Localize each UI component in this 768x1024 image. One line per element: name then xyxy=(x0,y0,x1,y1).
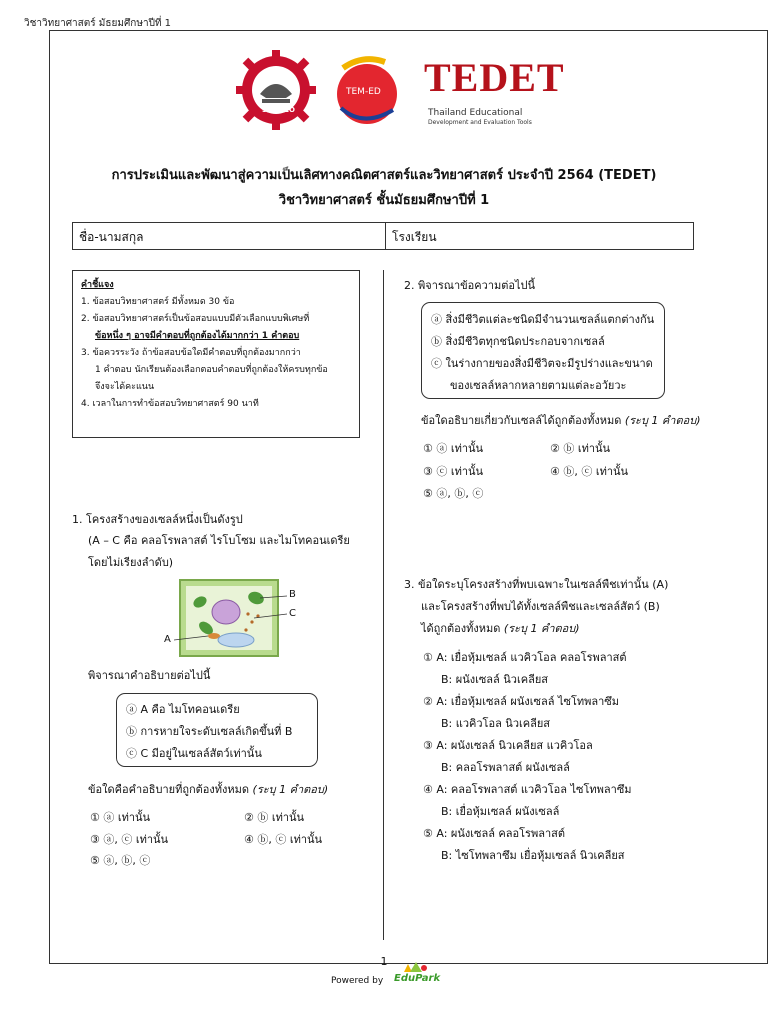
q1-option-1[interactable]: ① ⓐ เท่านั้น xyxy=(90,811,151,824)
q3-option-4-b: B: เยื่อหุ้มเซลล์ ผนังเซลล์ xyxy=(441,805,560,818)
q3-option-2[interactable]: ② A: เยื่อหุ้มเซลล์ ผนังเซลล์ ไซโทพลาซึม xyxy=(423,695,619,708)
q1-statement: ⓑ การหายใจระดับเซลล์เกิดขึ้นที่ B xyxy=(126,725,293,738)
q1-option-2[interactable]: ② ⓑ เท่านั้น xyxy=(244,811,305,824)
plant-cell-diagram xyxy=(160,578,305,660)
instructions-title: คำชี้แจง xyxy=(81,280,114,290)
q3-option-1-b: B: ผนังเซลล์ นิวเคลียส xyxy=(441,673,549,686)
q3-stem: และโครงสร้างที่พบได้ทั้งเซลล์พืชและเซลล์สัตว์ (B) xyxy=(421,600,660,613)
q2-option-4[interactable]: ④ ⓑ, ⓒ เท่านั้น xyxy=(550,465,629,478)
instruction-item: 1 คำตอบ นักเรียนต้องเลือกตอบคำตอบที่ถูกต้องให้ครบทุกข้อ xyxy=(95,365,328,375)
diagram-label-a: A xyxy=(164,634,171,645)
q3-stem-text: ได้ถูกต้องทั้งหมด xyxy=(421,622,501,635)
q3-stem xyxy=(421,619,580,637)
page-subtitle: วิชาวิทยาศาสตร์ ชั้นมัธยมศึกษาปีที่ 1 xyxy=(278,193,490,208)
q1-option-5[interactable]: ⑤ ⓐ, ⓑ, ⓒ xyxy=(90,854,151,867)
student-info-box xyxy=(72,222,694,250)
diagram-label-c: C xyxy=(289,608,296,619)
q1-statement: ⓒ C มีอยู่ในเซลล์สัตว์เท่านั้น xyxy=(126,747,262,760)
q3-option-5-b: B: ไซโทพลาซึม เยื่อหุ้มเซลล์ นิวเคลียส xyxy=(441,849,625,862)
q1-stem: (A – C คือ คลอโรพลาสต์ ไรโบโซม และไมโทคอนเดรีย xyxy=(88,534,350,547)
q2-statement: ของเซลล์หลากหลายตามแต่ละอวัยวะ xyxy=(450,379,627,392)
q2-answer-note: (ระบุ 1 คำตอบ) xyxy=(624,414,701,427)
page-number: 1 xyxy=(380,955,388,968)
q1-statement: ⓐ A คือ ไมโทคอนเดรีย xyxy=(126,703,240,716)
q2-question xyxy=(421,411,701,429)
q1-prompt: พิจารณาคำอธิบายต่อไปนี้ xyxy=(88,669,211,682)
q3-option-3-b: B: คลอโรพลาสต์ ผนังเซลล์ xyxy=(441,761,570,774)
diagram-label-b: B xyxy=(289,589,296,600)
q2-question-text: ข้อใดอธิบายเกี่ยวกับเซลล์ได้ถูกต้องทั้งหมด xyxy=(421,414,622,427)
q1-stem: โดยไม่เรียงลำดับ) xyxy=(88,556,174,569)
q2-statement: ⓐ สิ่งมีชีวิตแต่ละชนิดมีจำนวนเซลล์แตกต่างกัน xyxy=(431,313,655,326)
q2-option-3[interactable]: ③ ⓒ เท่านั้น xyxy=(423,465,484,478)
temed-logo-text: TEM-ED xyxy=(346,87,381,97)
tedet-subtitle: Thailand Educational xyxy=(428,108,523,118)
instruction-item: 2. ข้อสอบวิทยาศาสตร์เป็นข้อสอบแบบมีตัวเลือกแบบพิเศษที่ xyxy=(81,314,310,324)
q2-option-5[interactable]: ⑤ ⓐ, ⓑ, ⓒ xyxy=(423,487,484,500)
q1-question-text: ข้อใดคือคำอธิบายที่ถูกต้องทั้งหมด xyxy=(88,783,250,796)
q2-option-2[interactable]: ② ⓑ เท่านั้น xyxy=(550,442,611,455)
q2-stem: 2. พิจารณาข้อความต่อไปนี้ xyxy=(404,279,536,292)
instruction-item: 1. ข้อสอบวิทยาศาสตร์ มีทั้งหมด 30 ข้อ xyxy=(81,297,235,307)
tedet-subtitle-2: Development and Evaluation Tools xyxy=(428,119,532,126)
name-field[interactable]: ชื่อ-นามสกุล xyxy=(73,223,386,249)
page-title: การประเมินและพัฒนาสู่ความเป็นเลิศทางคณิตศาสตร์และวิทยาศาสตร์ ประจำปี 2564 (TEDET) xyxy=(111,168,657,183)
q1-answer-note: (ระบุ 1 คำตอบ) xyxy=(252,783,329,796)
q3-option-1[interactable]: ① A: เยื่อหุ้มเซลล์ แวคิวโอล คลอโรพลาสต์ xyxy=(423,651,627,664)
seameo-logo-text: SEAMEO xyxy=(262,106,295,114)
instruction-item: 4. เวลาในการทำข้อสอบวิทยาศาสตร์ 90 นาที xyxy=(81,399,259,409)
q3-answer-note: (ระบุ 1 คำตอบ) xyxy=(503,622,580,635)
q2-option-1[interactable]: ① ⓐ เท่านั้น xyxy=(423,442,484,455)
tedet-logo: TEDET xyxy=(424,55,565,100)
instructions-box xyxy=(72,270,360,438)
instruction-item: 3. ข้อควรระวัง ถ้าข้อสอบข้อใดมีคำตอบที่ถูกต้องมากกว่า xyxy=(81,348,301,358)
q2-statement: ⓑ สิ่งมีชีวิตทุกชนิดประกอบจากเซลล์ xyxy=(431,335,605,348)
q3-option-5[interactable]: ⑤ A: ผนังเซลล์ คลอโรพลาสต์ xyxy=(423,827,565,840)
q3-option-4[interactable]: ④ A: คลอโรพลาสต์ แวคิวโอล ไซโทพลาซึม xyxy=(423,783,632,796)
instruction-item: จึงจะได้คะแนน xyxy=(95,382,155,392)
q3-stem: 3. ข้อใดระบุโครงสร้างที่พบเฉพาะในเซลล์พืชเท่านั้น (A) xyxy=(404,578,669,591)
q1-stem: 1. โครงสร้างของเซลล์หนึ่งเป็นดังรูป xyxy=(72,513,243,526)
running-header: วิชาวิทยาศาสตร์ มัธยมศึกษาปีที่ 1 xyxy=(24,18,172,29)
school-field[interactable]: โรงเรียน xyxy=(392,230,437,244)
q2-statement: ⓒ ในร่างกายของสิ่งมีชีวิตจะมีรูปร่างและขนาด xyxy=(431,357,653,370)
instruction-item-emphasis: ข้อหนึ่ง ๆ อาจมีคำตอบที่ถูกต้องได้มากกว่า 1 คำตอบ xyxy=(95,331,300,341)
q1-option-3[interactable]: ③ ⓐ, ⓒ เท่านั้น xyxy=(90,833,169,846)
column-divider xyxy=(383,270,384,940)
q3-option-2-b: B: แวคิวโอล นิวเคลียส xyxy=(441,717,551,730)
powered-by-text: Powered by xyxy=(331,976,384,986)
q1-question xyxy=(88,780,328,798)
q3-option-3[interactable]: ③ A: ผนังเซลล์ นิวเคลียส แวคิวโอล xyxy=(423,739,593,752)
edupark-logo-text: EduPark xyxy=(394,973,441,984)
q1-option-4[interactable]: ④ ⓑ, ⓒ เท่านั้น xyxy=(244,833,323,846)
